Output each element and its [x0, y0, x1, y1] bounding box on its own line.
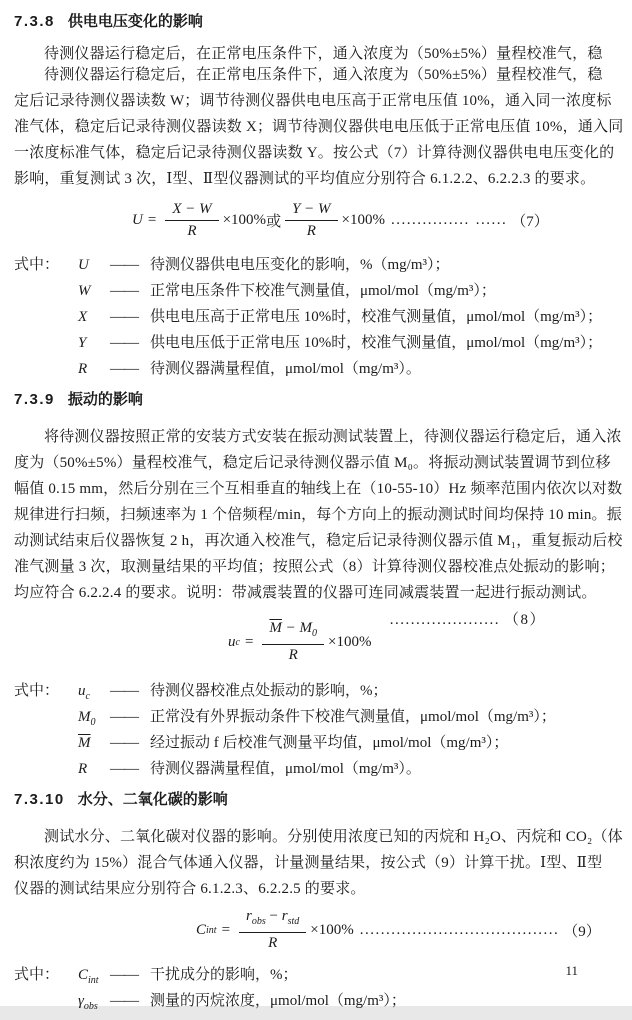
formula-9: [196, 906, 618, 954]
paragraph-line: 准气体，稳定后记录待测仪器读数 X；调节待测仪器供电电压低于正常电压值 10%，通入同: [14, 119, 624, 135]
page-number: 11: [565, 963, 578, 978]
symbol: X: [78, 309, 88, 325]
fraction: [262, 619, 324, 665]
paragraph-line: 将待测仪器按照正常的安装方式安装在振动测试装置上，待测仪器运行稳定后，通入浓: [44, 429, 622, 445]
paragraph-line: 一浓度标准气体，稳定后记录待测仪器读数 Y。按公式（7）计算待测仪器供电电压变化的: [14, 145, 615, 161]
dot-leader: ...............: [391, 211, 470, 228]
section-title: 供电电压变化的影响: [67, 13, 203, 30]
definition-text: 供电电压高于正常电压 10%时，校准气测量值，μmol/mol（mg/m³）；: [150, 309, 603, 325]
paragraph-line: 准气测量 3 次，取测量结果的平均值；按照公式（8）计算待测仪器校准点处振动的影响；: [14, 559, 615, 575]
section-number: 7.3.9: [14, 391, 55, 408]
equals-sign: =: [147, 211, 157, 228]
subscript: c: [235, 636, 240, 648]
formula-number: （8）: [503, 612, 546, 628]
symbol: $M_0$: [78, 709, 96, 728]
section-heading-7-3-10: [14, 790, 618, 810]
definition-row: [14, 756, 618, 782]
multiplier: ×100%: [222, 211, 267, 228]
dash: ——: [110, 761, 138, 777]
dash: ——: [110, 735, 138, 751]
paragraph-line: 待测仪器运行稳定后，在正常电压条件下，通入浓度为（50%±5%）量程校准气，稳: [44, 67, 603, 83]
paragraph-line: 规律进行扫频，扫频速率为 1 个倍频程/min，每个方向上的振动测试时间均保持 10 min。振: [14, 507, 622, 523]
formula-number: （9）: [563, 923, 601, 940]
fraction: [165, 200, 218, 241]
definition-text: 待测仪器校准点处振动的影响，%；: [150, 683, 388, 699]
definition-row: [14, 304, 618, 330]
definition-text: 待测仪器满量程值，μmol/mol（mg/m³）。: [150, 761, 421, 777]
dot-leader: ......................................: [359, 921, 560, 938]
definition-row: [14, 278, 618, 304]
formula-variable: C: [196, 921, 207, 938]
definition-row: [14, 988, 618, 1014]
multiplier: ×100%: [341, 211, 386, 228]
formula-8-block: [14, 608, 618, 670]
dash: ——: [110, 967, 138, 983]
mean-M: $\overline{M}$: [269, 620, 282, 636]
section-title: 振动的影响: [67, 391, 143, 408]
definition-text: 供电电压低于正常电压 10%时，校准气测量值，μmol/mol（mg/m³）；: [150, 335, 603, 351]
paragraph-7-3-8: [14, 46, 624, 192]
numerator: Y − W: [285, 200, 337, 221]
definition-text: 干扰成分的影响，%；: [150, 967, 298, 983]
denominator: R: [306, 222, 316, 239]
symbol: $C_{int}$: [78, 967, 99, 986]
fraction: [239, 907, 306, 953]
symbol: $\gamma_{obs}$: [78, 993, 98, 1012]
definition-text: 正常电压条件下校准气测量值，μmol/mol（mg/m³）；: [150, 283, 496, 299]
subscript: int: [206, 924, 217, 936]
definition-text: 测量的丙烷浓度，μmol/mol（mg/m³）；: [150, 993, 406, 1009]
equals-sign: =: [244, 633, 254, 650]
symbol: U: [78, 257, 89, 273]
section-heading-7-3-9: [14, 390, 618, 410]
definition-list-7: [14, 252, 618, 382]
dash: ——: [110, 283, 138, 299]
dash: ——: [110, 257, 138, 273]
denominator: R: [187, 222, 197, 239]
formula-variable: U: [132, 211, 143, 228]
paragraph-line: 动测试结束后仪器恢复 2 h，再次通入校准气，稳定后记录待测仪器示值 M₁，重复振动后校: [14, 533, 623, 549]
paragraph-line: 度为（50%±5%）量程校准气，稳定后记录待测仪器示值 M₀。将振动测试装置调节到位移: [14, 455, 611, 471]
paragraph-line: 幅值 0.15 mm，然后分别在三个互相垂直的轴线上在（10-55-10）Hz 频率范围内依次以对数: [14, 481, 623, 497]
symbol: $u_c$: [78, 683, 90, 702]
paragraph-line: 影响，重复测试 3 次，Ⅰ型、Ⅱ型仪器测试的平均值应分别符合 6.1.2.2、6.2.2.3 的要求。: [14, 171, 596, 187]
dash: ——: [110, 335, 138, 351]
formula-8: [228, 618, 372, 666]
multiplier: ×100%: [328, 633, 372, 650]
paragraph-line: 均应符合 6.2.2.4 的要求。说明：带减震装置的仪器可连同减震装置一起进行振动测试。: [14, 585, 597, 601]
where-label: 式中：: [14, 683, 60, 699]
or-text: 或: [266, 213, 282, 230]
symbol-mean-M: $\overline{M}$: [78, 735, 91, 751]
definition-row: [14, 356, 618, 382]
equals-sign: =: [221, 921, 231, 938]
definition-row: [14, 730, 618, 756]
dot-leader: ......: [475, 211, 508, 228]
paragraph-line: 测试水分、二氧化碳对仪器的影响。分别使用浓度已知的丙烷和 H₂O、丙烷和 CO₂（体: [44, 829, 623, 845]
definition-row: [14, 252, 618, 278]
definition-text: 正常没有外界振动条件下校准气测量值，μmol/mol（mg/m³）；: [150, 709, 556, 725]
paragraph-7-3-9: [14, 424, 623, 606]
dash: ——: [110, 993, 138, 1009]
definition-text: 待测仪器满量程值，μmol/mol（mg/m³）。: [150, 361, 421, 377]
multiplier: ×100%: [310, 921, 354, 938]
section-number: 7.3.10: [14, 791, 65, 808]
symbol: W: [78, 283, 91, 299]
section-title: 水分、二氧化碳的影响: [77, 791, 228, 808]
dash: ——: [110, 361, 138, 377]
dot-leader: ..................... （8）: [389, 612, 546, 628]
definition-list-8: [14, 678, 618, 782]
definition-list-9: [14, 962, 618, 1014]
definition-row: [14, 330, 618, 356]
definition-text: 待测仪器供电电压变化的影响，%（mg/m³）；: [150, 257, 450, 273]
definition-row: [14, 962, 618, 988]
subscript: 0: [312, 628, 318, 639]
formula-7: [132, 196, 618, 244]
numerator: $r_{obs} - r_{std}$: [239, 907, 306, 933]
paragraph-line: 待测仪器运行稳定后，在正常电压条件下，通入浓度为（50%±5%）量程校准气，稳: [44, 46, 603, 62]
definition-row: [14, 704, 618, 730]
where-label: 式中：: [14, 257, 60, 273]
dash: ——: [110, 309, 138, 325]
formula-number: （7）: [511, 213, 549, 230]
paragraph-line: 仪器的测试结果应分别符合 6.1.2.3、6.2.2.5 的要求。: [14, 881, 366, 897]
section-number: 7.3.8: [14, 13, 55, 30]
definition-text: 经过振动 f 后校准气测量平均值，μmol/mol（mg/m³）；: [150, 735, 509, 751]
paragraph-line: 定后记录待测仪器读数 W；调节待测仪器供电电压高于正常电压值 10%，通入同一浓度标: [14, 93, 612, 109]
symbol: R: [78, 761, 88, 777]
numerator: X − W: [165, 200, 218, 221]
formula-variable: u: [228, 633, 236, 650]
dash: ——: [110, 683, 138, 699]
paragraph-7-3-10: [14, 824, 623, 902]
symbol: Y: [78, 335, 87, 351]
dash: ——: [110, 709, 138, 725]
numerator: $\overline{M} - M_0$: [262, 619, 324, 645]
denominator: R: [288, 647, 298, 663]
denominator: R: [268, 935, 278, 951]
where-label: 式中：: [14, 967, 60, 983]
symbol: R: [78, 361, 88, 377]
fraction: [285, 200, 337, 241]
paragraph-line: 积浓度约为 15%）混合气体通入仪器，计量测量结果，按公式（9）计算干扰。Ⅰ型、Ⅱ型: [14, 855, 603, 871]
definition-row: [14, 678, 618, 704]
section-heading-7-3-8: [14, 12, 618, 32]
